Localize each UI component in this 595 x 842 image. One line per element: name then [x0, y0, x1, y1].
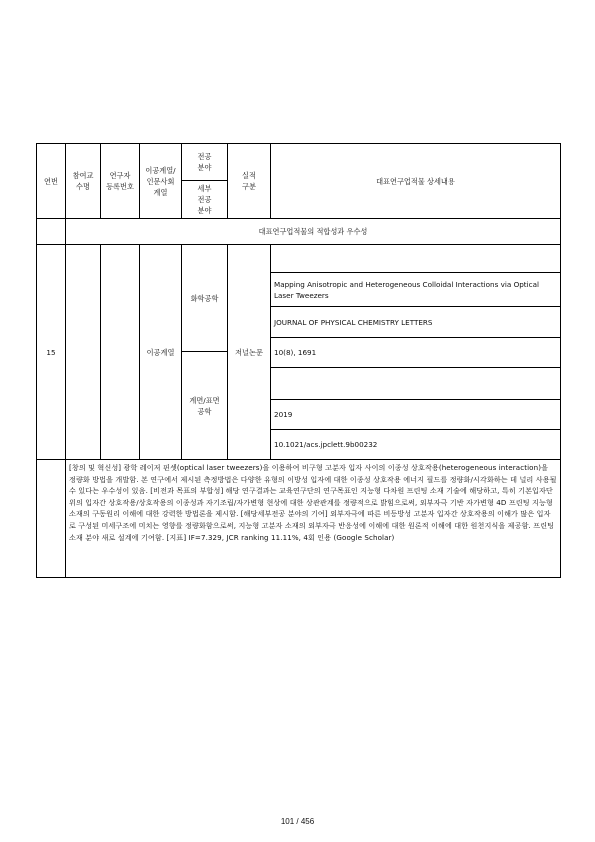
record-no-cont — [37, 460, 66, 578]
record-journal: JOURNAL OF PHYSICAL CHEMISTRY LETTERS — [271, 307, 561, 338]
header-sub-major: 세부 전공 분야 — [182, 181, 228, 219]
record-field-group: 이공계열 — [140, 245, 182, 460]
header-detail: 대표연구업적물 상세내용 — [271, 144, 561, 219]
header-field-group: 이공계열/ 인문사회 계열 — [140, 144, 182, 219]
record-major: 화학공학 — [182, 245, 228, 352]
header-participant: 참여교 수명 — [66, 144, 101, 219]
header-type: 실적 구분 — [228, 144, 271, 219]
record-no: 15 — [37, 245, 66, 460]
record-empty-row-2 — [271, 368, 561, 400]
record-note: [창의 및 혁신성] 광학 레이저 핀셋(optical laser tweezers)을 이용하여 비구형 고분자 입자 사이의 이종성 상호작용(heterogeneous interaction)을 정량화 방법을 개발함. 본 연구에서 제시된 측정방법은 다양한 유형의 이방성 입자에 대한 이종성 상호작용 에너지 필드를 정량화/시각화하는 데 널리 사용될 수 있다는 우수성이 있음. [비전과 목표의 부합성] 해당 연구결과는 교육연구단의 연구목표인 지능형 다차원 프린팅 소재 기술에 해당하고, 특히 기본입자단위의 입자간 상호작용/상호작용의 이종성과 자기조립/자가변형 현상에 대한 상관관계를 정량적으로 밝힘으로써, 외부자극 기반 자가변형 4D 프린팅 지능형 소재의 구동원리 이해에 대한 강력한 방법론을 제시함. [해당세부전공 분야의 기여] 외부자극에 따른 비등방성 고분자 입자간 상호작용의 이해가 많은 입자로 구성된 미세구조에 미치는 영향를 정량화함으로써, 지능형 고분자 소재의 외부자극 반응성에 이해에 대한 원론적 이해에 대한 원천지식을 제공함. 프린팅 소재 분야 새로 설계에 기여함. [지표] IF=7.329, JCR ranking 11.11%, 4회 인용 (Google Scholar) — [66, 460, 561, 578]
record-sub-major: 계면/표면 공학 — [182, 352, 228, 460]
record-researcher-id — [101, 245, 140, 460]
record-type: 저널논문 — [228, 245, 271, 460]
suitability-header: 대표연구업적물의 적합성과 우수성 — [66, 219, 561, 245]
record-doi: 10.1021/acs.jpclett.9b00232 — [271, 430, 561, 460]
header-major: 전공 분야 — [182, 144, 228, 181]
achievement-table — [36, 143, 561, 578]
record-title: Mapping Anisotropic and Heterogeneous Colloidal Interactions via Optical Laser Tweezers — [271, 273, 561, 307]
header-no: 연번 — [37, 144, 66, 219]
record-participant — [66, 245, 101, 460]
header-no-cont — [37, 219, 66, 245]
record-empty-row — [271, 245, 561, 273]
record-year: 2019 — [271, 400, 561, 430]
record-volume: 10(8), 1691 — [271, 338, 561, 368]
header-researcher-id: 연구자 등록번호 — [101, 144, 140, 219]
page-number: 101 / 456 — [280, 817, 315, 826]
